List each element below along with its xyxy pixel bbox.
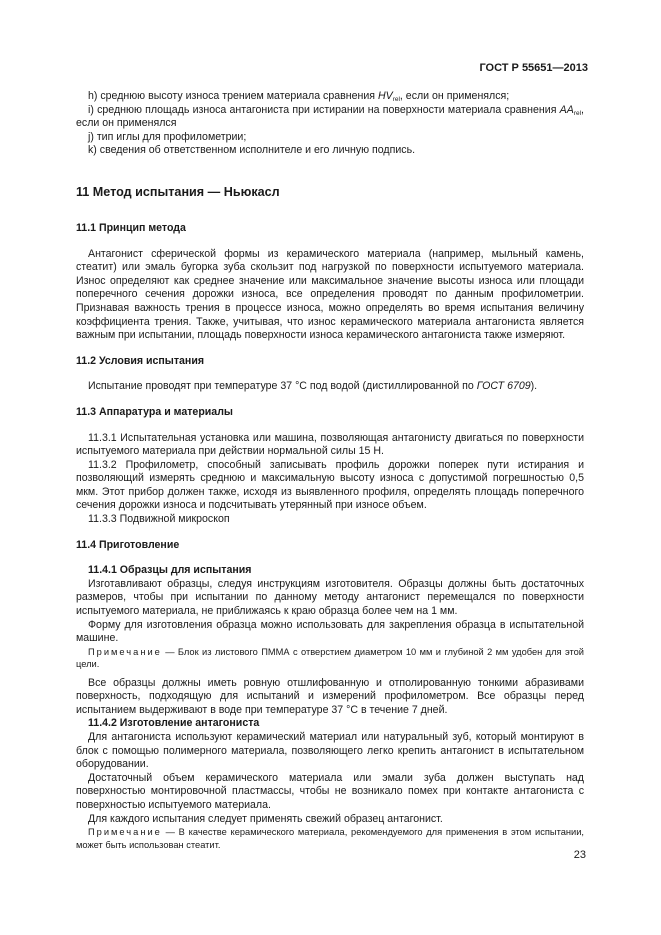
page-number: 23 — [573, 849, 586, 861]
section-11-4-1-text-2: Форму для изготовления образца можно использовать для закрепления образца в испытательной машине. — [76, 618, 584, 645]
section-11-1-text: Антагонист сферической формы из керамического материала (например, мыльный камень, стеатит) или эмаль бугорка зуба скользит под нагрузкой по поверхности испытуемого материала. Износ определяют как среднее значение или максимальное значение высоты износа или площади поперечного сечения дорожки износа, все определения проводят по данным профилометрии. Признавая важность трения в процессе износа, можно определять во время испытания величину коэффициента трения. Также, учитывая, что износ керамического материала антагониста является важным при испытании, площадь поверхности износа керамического антагониста также измеряют. — [76, 247, 584, 342]
list-item-k: k) сведения об ответственном исполнителе и его личную подпись. — [88, 144, 416, 157]
document-code: ГОСТ Р 55651—2013 — [479, 62, 588, 74]
section-11-4-2-text-2: Достаточный объем керамического материала или эмали зуба должен выступать над поверхностью монтировочной пластмассы, чтобы не возникало помех при контакте антагониста с поверхностью испытуемого материала. — [76, 771, 584, 811]
section-11-4-1-title: 11.4.1 Образцы для испытания — [88, 564, 252, 577]
section-11-4-2-text-3: Для каждого испытания следует применять свежий образец антагонист. — [88, 812, 443, 825]
section-11-4-1-text-1: Изготавливают образцы, следуя инструкциям изготовителя. Образцы должны быть достаточных размеров, чтобы при испытании по данному методу антагонист перемещался по поверхности испытуемого материала, не приближаясь к краю образца более чем на 1 мм. — [76, 577, 584, 618]
section-11-3-2-text: 11.3.2 Профилометр, способный записывать профиль дорожки поперек пути истирания и позволяющий измерять среднюю и максимальную высоту износа с допустимой погрешностью 0,5 мкм. Этот прибор должен также, исходя из выявленного профиля, определять площадь поперечного сечения дорожки износа и подсчитывать утерянный при износе объем. — [76, 458, 584, 512]
standard-reference: ГОСТ 6709 — [476, 380, 531, 393]
section-11-3-1-text: 11.3.1 Испытательная установка или машина, позволяющая антагонисту двигаться по поверхности испытуемого материала при действии нормальной силы 15 Н. — [76, 431, 584, 458]
section-11-2-title: 11.2 Условия испытания — [76, 354, 205, 367]
section-11-2-text: Испытание проводят при температуре 37 °С под водой (дистиллированной по ГОСТ 6709). — [88, 380, 538, 393]
page-content — [76, 90, 584, 851]
list-item-h: h) среднюю высоту износа трением материала сравнения $HV_{rel}$, если он применялся; — [88, 90, 510, 103]
note-1: Примечание — Блок из листового ПММА с отверстием диаметром 10 мм и глубиной 2 мм удобен для этой цели. — [76, 646, 584, 670]
section-11-4-2-text-1: Для антагониста используют керамический материал или натуральный зуб, который монтируют в блок с помощью полимерного материала, позволяющего легко крепить антагонист в испытательном оборудовании. — [76, 731, 584, 771]
note-2: Примечание — В качестве керамического материала, рекомендуемого для применения в этом испытании, может быть использован стеатит. — [76, 827, 584, 850]
section-11-4-1-text-3: Все образцы должны иметь ровную отшлифованную и отполированную тонкими абразивами поверхность, подходящую для испытаний и измерений профилометром. Все образцы перед испытанием выдерживают в воде при температуре 37 °С в течение 7 дней. — [76, 676, 584, 716]
section-11-3-title: 11.3 Аппаратура и материалы — [76, 405, 233, 418]
section-11-3-3-text: 11.3.3 Подвижной микроскоп — [88, 513, 230, 526]
list-item-i: i) среднюю площадь износа антагониста при истирании на поверхности материала сравнения $AA_{rel}$, если он применялся — [76, 103, 584, 130]
section-11-1-title: 11.1 Принцип метода — [76, 221, 186, 234]
section-11-title: 11 Метод испытания — Ньюкасл — [76, 184, 280, 199]
list-item-j: j) тип иглы для профилометрии; — [88, 130, 247, 143]
section-11-4-2-title: 11.4.2 Изготовление антагониста — [88, 717, 260, 730]
section-11-4-title: 11.4 Приготовление — [76, 538, 180, 551]
requirements-list — [76, 90, 584, 158]
